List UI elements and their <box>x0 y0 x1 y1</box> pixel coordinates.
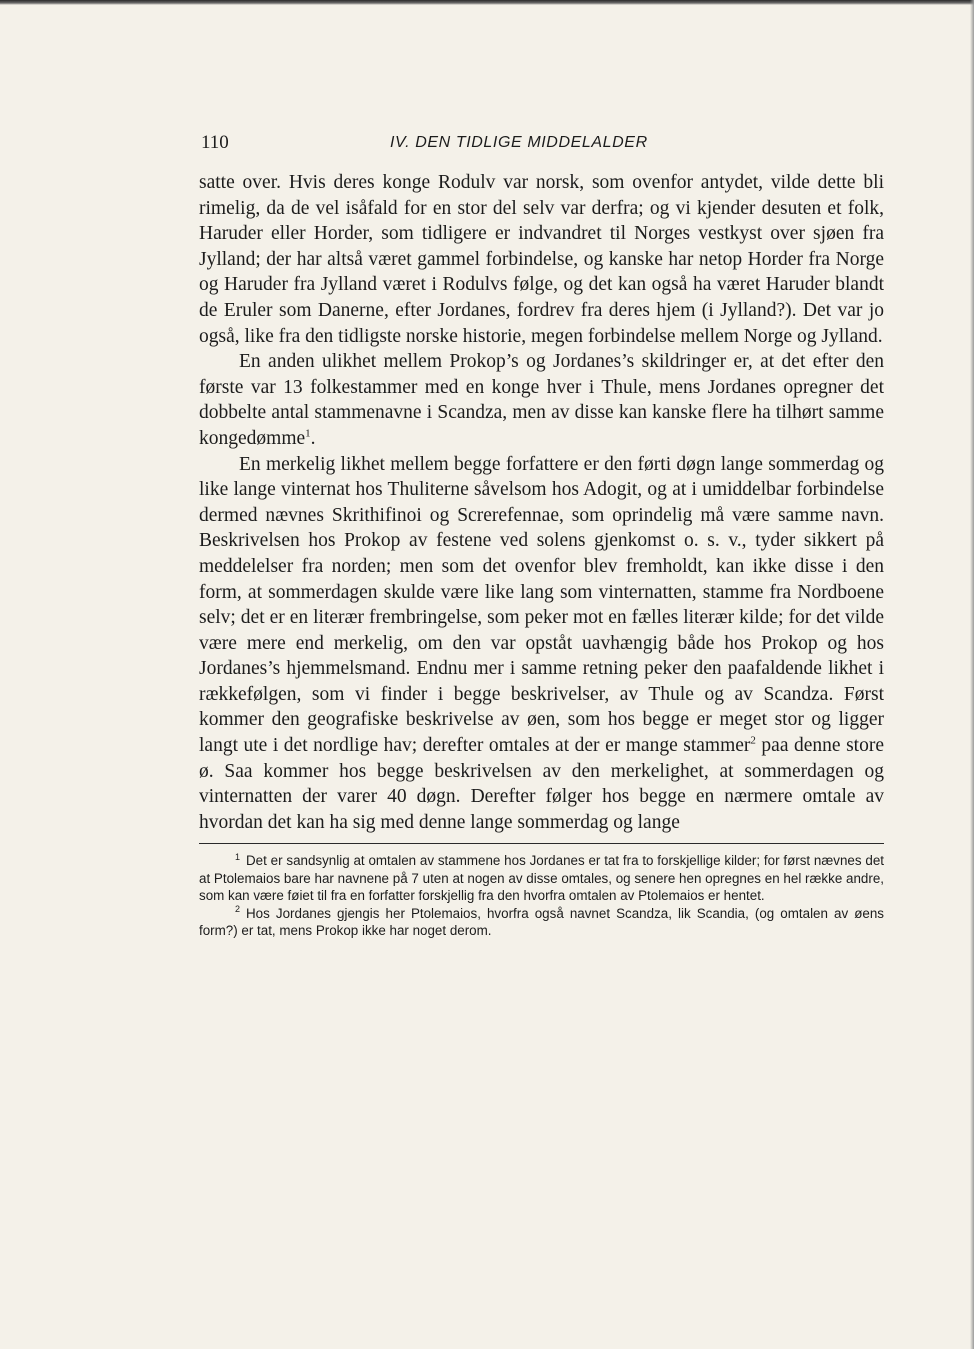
page-number: 110 <box>201 132 229 153</box>
paragraph-2-text: En anden ulikhet mellem Prokop’s og Jordanes’s skildringer er, at det efter den første var 13 folkestammer med en konge hver i Thule, mens Jordanes opregner det dobbelte antal stammenavne i Scandza, men av disse kan kanske flere ha tilhørt samme kongedømme <box>199 351 884 449</box>
paragraph-3 <box>199 452 884 836</box>
footnote-ref-1: 1 <box>305 427 311 440</box>
footnote-2 <box>199 905 884 940</box>
paragraph-1 <box>199 170 884 349</box>
footnote-2-marker: 2 <box>235 904 241 915</box>
footnote-2-text: Hos Jordanes gjengis her Ptolemaios, hvorfra også navnet Scandza, lik Scandia, (og omtalen av øens form?) er tat, mens Prokop ikke har noget derom. <box>199 905 884 939</box>
paragraph-3-text-start: En merkelig likhet mellem begge forfattere er den førti døgn lange sommerdag og like lange vinternat hos Thuliterne såvelsom hos Adogit, og at i umiddelbar forbindelse dermed nævnes Skrithifinoi og Screrefennae, som oprindelig må være samme navn. Beskrivelsen hos Prokop av festene ved solens gjenkomst o. s. v., tyder sikkert på meddelelser fra norden; men som det ovenfor blev fremholdt, kan ikke disse i den form, at sommerdagen skulde være like lang som vinternatten, stamme fra Nordboene selv; det er en literær frembringelse, som peker mot en fælles literær kilde; for det vilde være mere end merkelig, om den var opståt uavhængig både hos Prokop og hos Jordanes’s hjemmelsmand. Endnu mer i samme retning peker den paafaldende likhet i rækkefølgen, som vi finder i begge beskrivelser, av Thule og av Scandza. Først kommer den geografiske beskrivelse av øen, som hos begge er meget stor og ligger langt ute i det nordlige hav; derefter omtales at der er mange stammer <box>199 453 884 757</box>
paragraph-3-text-end: paa denne store ø. Saa kommer hos begge beskrivelsen av den merkelighet, at sommerdagen og vinternatten der varer 40 døgn. Derefter følger hos begge en nærmere omtale av hvordan det kan ha sig med denne lange sommerdag og lange <box>199 735 885 833</box>
scan-right-edge <box>970 0 974 1349</box>
footnote-ref-2: 2 <box>750 734 756 747</box>
footnote-divider <box>199 843 884 844</box>
paragraph-2-end: . <box>310 427 316 449</box>
running-head <box>199 130 884 160</box>
paragraph-2 <box>199 349 884 451</box>
footnotes <box>199 852 884 939</box>
book-page <box>199 130 884 939</box>
scan-top-edge <box>0 0 974 5</box>
paragraph-1-text: satte over. Hvis deres konge Rodulv var norsk, som ovenfor antydet, vilde dette bli rimelig, da de vel isåfald for en stor del selv var derfra; og vi kjender desuten et folk, Haruder eller Horder, som tidligere er indvandret til Norges vestkyst over sjøen fra Jylland; der har altså været gammel forbindelse, og kanske har netop Horder fra Norge og Haruder fra Jylland været i Rodulvs følge, og det kan også ha været Haruder blandt de Eruler som Danerne, efter Jordanes, fordrev fra deres hjem (i Jylland?). Det var jo også, like fra den tidligste norske historie, megen forbindelse mellem Norge og Jylland. <box>199 172 884 347</box>
footnote-1-text: Det er sandsynlig at omtalen av stammene hos Jordanes er tat fra to forskjellige kilder; for først nævnes det at Ptolemaios bare har navnene på 7 uten at nogen av disse omtales, og senere hen opregnes en hel række andre, som kan være føiet til fra en forfatter forskjellig fra den hvorfra omtalen av Ptolemaios er hentet. <box>199 853 884 904</box>
footnote-1 <box>199 852 884 904</box>
footnote-1-marker: 1 <box>235 851 241 862</box>
chapter-title: IV. DEN TIDLIGE MIDDELALDER <box>390 134 648 151</box>
body-text <box>199 170 884 835</box>
